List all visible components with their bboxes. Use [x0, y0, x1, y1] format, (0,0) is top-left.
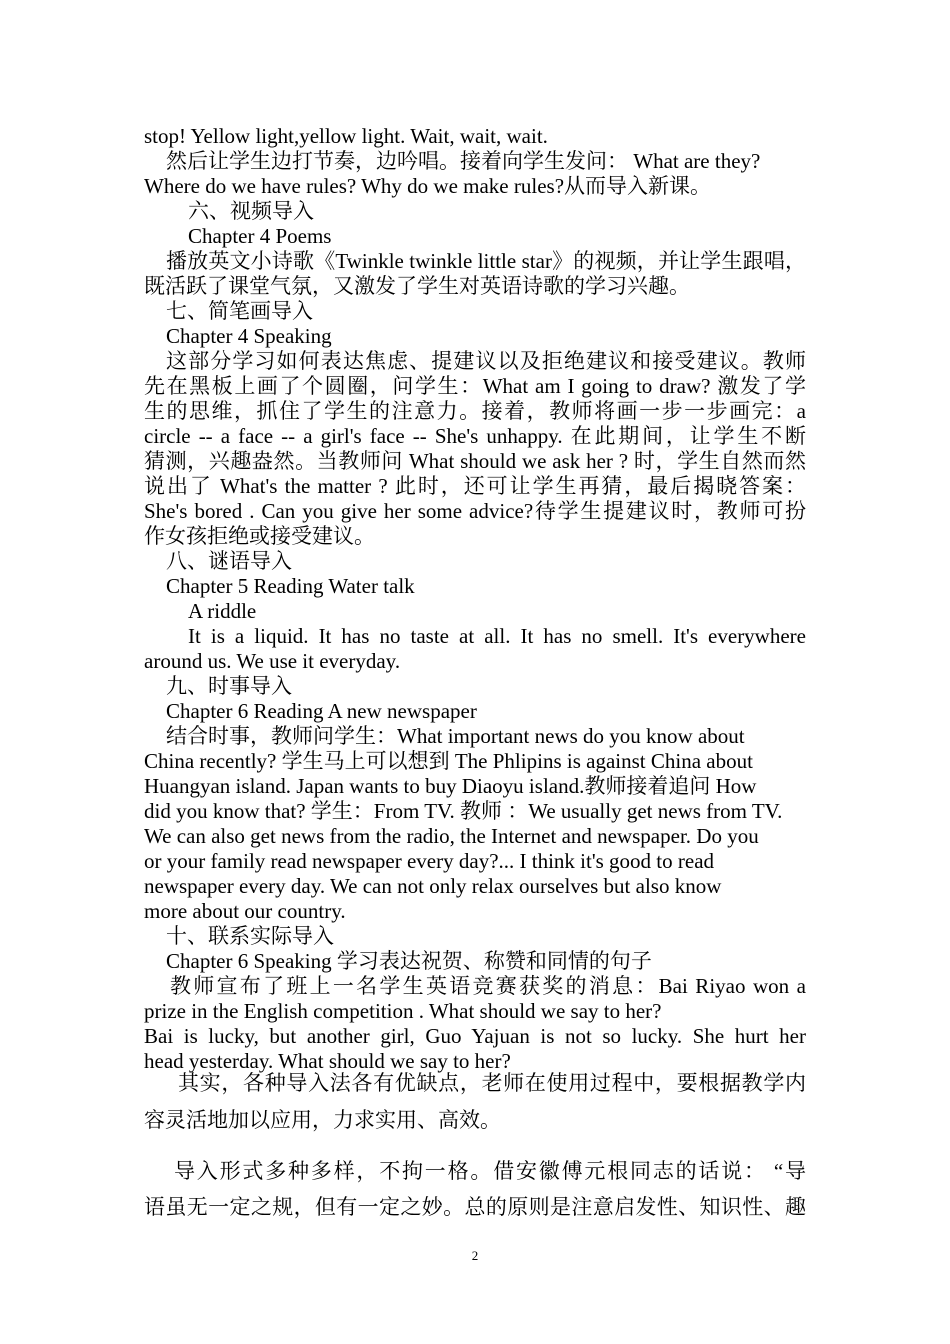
- text-line-27: Huangyan island. Japan wants to buy Diaoyu island.教师接着追问 How: [144, 774, 757, 798]
- riddle-text-line-1: It is a liquid. It has no taste at all. It has no smell. It's everywhere: [188, 624, 806, 648]
- text-line-10: 这部分学习如何表达焦虑、提建议以及拒绝建议和接受建议。教师: [166, 349, 806, 373]
- text-line-26: China recently? 学生马上可以想到 The Phlipins is against China about: [144, 749, 753, 773]
- text-line-3: Where do we have rules? Why do we make rules?从而导入新课。: [144, 174, 712, 198]
- text-line-15: 说出了 What's the matter ? 此时，还可让学生再猜，最后揭晓答案：: [144, 474, 806, 498]
- text-line-6: 播放英文小诗歌《Twinkle twinkle little star》的视频，并让学生跟唱，: [166, 249, 806, 273]
- riddle-text-line-2: around us. We use it everyday.: [144, 649, 401, 673]
- text-line-2: 然后让学生边打节奏，边吟唱。接着向学生发问： What are they?: [166, 149, 761, 173]
- chapter-label: Chapter 4 Poems: [188, 224, 332, 248]
- text-line-12: 生的思维，抓住了学生的注意力。接着，教师将画一步一步画完：a: [144, 399, 806, 423]
- text-line-36: prize in the English competition . What should we say to her?: [144, 999, 662, 1023]
- text-line-1: stop! Yellow light,yellow light. Wait, wait, wait.: [144, 124, 548, 148]
- chapter-label: Chapter 5 Reading Water talk: [166, 574, 415, 598]
- text-line-29: We can also get news from the radio, the Internet and newspaper. Do you: [144, 824, 759, 848]
- text-line-28: did you know that? 学生：From TV. 教师 ：We usually get news from TV.: [144, 799, 783, 823]
- text-line-14: 猜测，兴趣盎然。当教师问 What should we ask her ? 时，学生自然而然: [144, 449, 806, 473]
- text-line-7: 既活跃了课堂气氛，又激发了学生对英语诗歌的学习兴趣。: [144, 274, 690, 298]
- text-line-30: or your family read newspaper every day?... I think it's good to read: [144, 849, 715, 873]
- text-line-25: 结合时事，教师问学生：What important news do you know about: [166, 724, 745, 748]
- summary-line-1: 其实，各种导入法各有优缺点，老师在使用过程中，要根据教学内: [178, 1071, 806, 1095]
- chapter-label: Chapter 6 Reading A new newspaper: [166, 699, 477, 723]
- chapter-label: Chapter 4 Speaking: [166, 324, 332, 348]
- section-heading-6: 六、视频导入: [188, 199, 314, 223]
- summary-line-2: 容灵活地加以应用，力求实用、高效。: [144, 1108, 501, 1132]
- text-line-31: newspaper every day. We can not only relax ourselves but also know: [144, 874, 722, 898]
- conclusion-line-1: 导入形式多种多样，不拘一格。借安徽傅元根同志的话说： “导: [174, 1159, 806, 1183]
- section-heading-8: 八、谜语导入: [166, 549, 292, 573]
- section-heading-7: 七、简笔画导入: [166, 299, 313, 323]
- text-line-35: 教师宣布了班上一名学生英语竞赛获奖的消息：Bai Riyao won a: [170, 974, 806, 998]
- riddle-title: A riddle: [188, 599, 257, 623]
- text-line-37: Bai is lucky, but another girl, Guo Yajuan is not so lucky. She hurt her: [144, 1024, 806, 1048]
- text-line-11: 先在黑板上画了个圆圈，问学生：What am I going to draw? 激发了学: [144, 374, 806, 398]
- section-heading-10: 十、联系实际导入: [166, 924, 334, 948]
- chapter-label: Chapter 6 Speaking 学习表达祝贺、称赞和同情的句子: [166, 949, 652, 973]
- page-number: 2: [471, 1248, 479, 1263]
- section-heading-9: 九、时事导入: [166, 674, 292, 698]
- conclusion-line-2: 语虽无一定之规，但有一定之妙。总的原则是注意启发性、知识性、趣: [144, 1195, 806, 1219]
- text-line-17: 作女孩拒绝或接受建议。: [144, 524, 375, 548]
- text-line-32: more about our country.: [144, 899, 346, 923]
- text-line-16: She's bored . Can you give her some advice?待学生提建议时，教师可扮: [144, 499, 806, 523]
- text-line-13: circle -- a face -- a girl's face -- She's unhappy. 在此期间，让学生不断: [144, 424, 806, 448]
- text-line-38: head yesterday. What should we say to her?: [144, 1049, 511, 1073]
